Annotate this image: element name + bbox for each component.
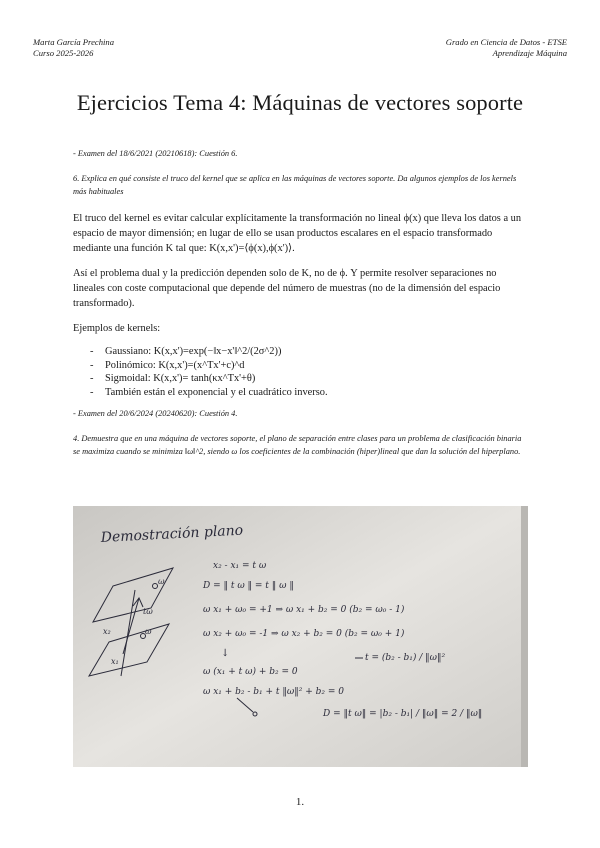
kernel-list	[73, 345, 529, 399]
proof-line-8: D = ‖t ω‖ = |b₂ - b₁| / ‖ω‖ = 2 / ‖ω‖	[323, 709, 483, 719]
answer-1-paragraph-2: Así el problema dual y la predicción dependen solo de K, no de ϕ. Y permite resolver separaciones no lineales con coste computacional que depende del número de muestras (no de la dimensión del espacio transformado).	[73, 268, 501, 309]
question-2: 4. Demuestra que en una máquina de vectores soporte, el plano de separación entre clases para un problema de clasificación binaria se maximiza cuando se minimiza ‖ω‖^2, siendo ω los coeficientes de la combinación (hiper)lineal que dan la solución del hiperplano.	[73, 434, 522, 456]
svg-text:↓: ↓	[221, 648, 230, 659]
kernel-sigmoid: - Sigmoidal: K(x,x')= tanh(κx^Tx'+θ)	[90, 372, 529, 386]
svg-text:ω: ω	[145, 627, 152, 636]
question-1: 6. Explica en qué consiste el truco del kernel que se aplica en las máquinas de vectores soporte. Da algunos ejemplos de los kernels más habituales	[73, 174, 517, 196]
answer-1-paragraph-1: El truco del kernel es evitar calcular explícitamente la transformación no lineal ϕ(x) que lleva los datos a un espacio de mayor dimensión; en lugar de ello se usan productos escalares en el espacio transformado mediante una función K tal que: K(x,x')=⟨ϕ(x),ϕ(x')⟩.	[73, 213, 522, 254]
header-right	[446, 37, 567, 59]
proof-line-7: t = (b₂ - b₁) / ‖ω‖²	[365, 653, 446, 663]
kernel-others: - También están el exponencial y el cuadrático inverso.	[90, 386, 529, 400]
exam-reference-1: - Examen del 18/6/2021 (20210618): Cuestión 6.	[73, 149, 238, 158]
svg-text:x₂: x₂	[103, 627, 111, 636]
kernel-examples-heading: Ejemplos de kernels:	[73, 323, 161, 334]
photo-title: Demostración plano	[100, 522, 244, 546]
exam-reference-2: - Examen del 20/6/2024 (20240620): Cuestión 4.	[73, 409, 238, 418]
svg-text:x₁: x₁	[111, 657, 119, 666]
kernel-gaussian: - Gaussiano: K(x,x')=exp(−‖x−x'‖^2/(2σ^2))	[90, 345, 529, 359]
svg-text:ω: ω	[158, 577, 165, 586]
header-left	[33, 37, 114, 59]
kernel-polynomial: - Polinómico: K(x,x')=(x^Tx'+c)^d	[90, 359, 529, 373]
proof-line-3: ω x₁ + ω₀ = +1 ⇒ ω x₁ + b₂ = 0 (b₂ = ω₀ - 1)	[203, 605, 405, 615]
page-title: Ejercicios Tema 4: Máquinas de vectores soporte	[76, 90, 524, 115]
svg-text:tω: tω	[143, 607, 153, 616]
document-body	[73, 148, 529, 471]
proof-line-6: ω x₁ + b₂ - b₁ + t ‖ω‖² + b₂ = 0	[203, 687, 344, 697]
page-number: 1.	[295, 796, 305, 808]
subject-name: Aprendizaje Máquina	[492, 48, 567, 58]
handwritten-proof-photo	[73, 506, 528, 767]
proof-line-2: D = ‖ t ω ‖ = t ‖ ω ‖	[203, 581, 294, 591]
course-year: Curso 2025-2026	[33, 48, 94, 58]
author-name: Marta García Prechina	[33, 37, 114, 47]
proof-line-4: ω x₂ + ω₀ = -1 ⇒ ω x₂ + b₂ = 0 (b₂ = ω₀ + 1)	[203, 629, 405, 639]
proof-line-5: ω (x₁ + t ω) + b₂ = 0	[203, 667, 298, 677]
degree-name: Grado en Ciencia de Datos - ETSE	[445, 37, 567, 47]
proof-line-1: x₂ - x₁ = t ω	[213, 561, 267, 571]
